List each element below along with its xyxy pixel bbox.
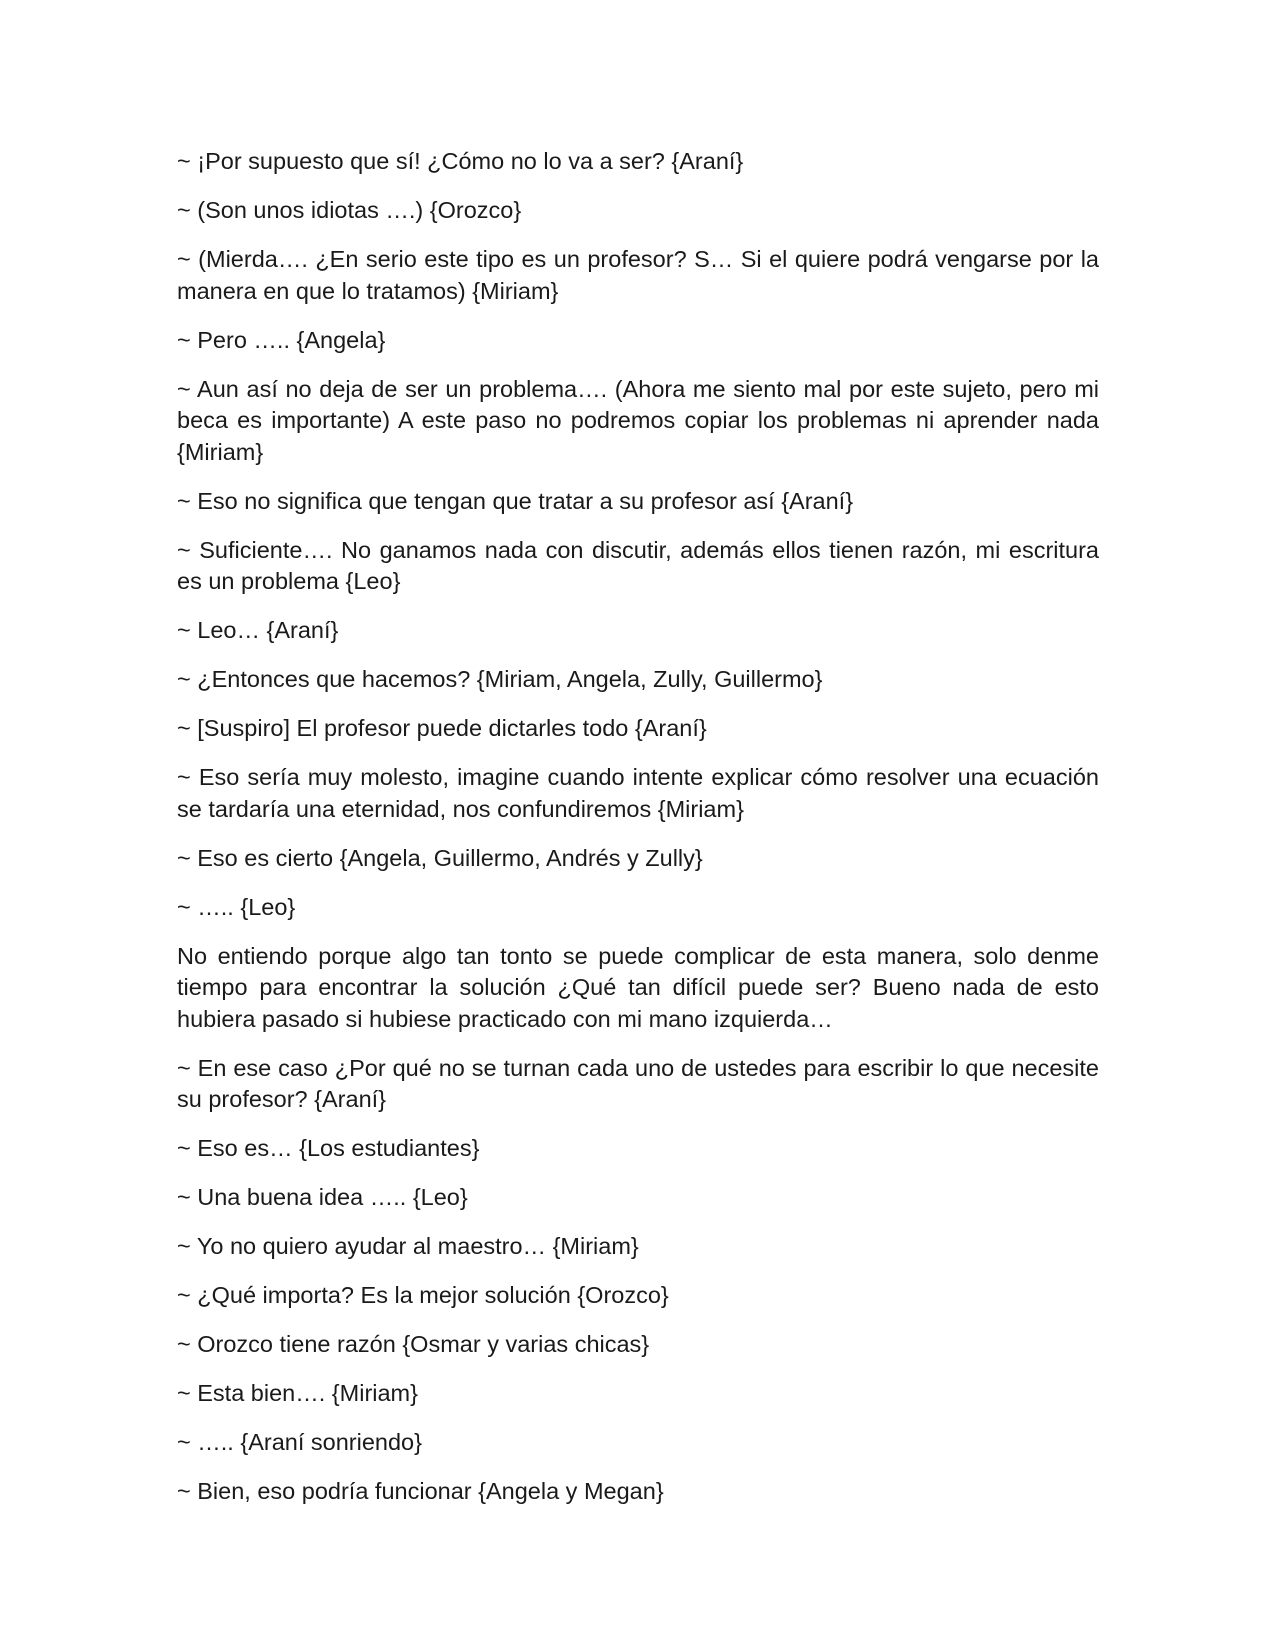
dialogue-line: ~ ….. {Leo}: [177, 893, 296, 920]
dialogue-line: ~ Suficiente…. No ganamos nada con discutir, además ellos tienen razón, mi escritura es un problema {Leo}: [177, 536, 1099, 594]
dialogue-line: ~ Orozco tiene razón {Osmar y varias chicas}: [177, 1331, 650, 1357]
dialogue-line: ~ ¿Entonces que hacemos? {Miriam, Angela, Zully, Guillermo}: [177, 666, 823, 692]
dialogue-line: ~ Una buena idea ….. {Leo}: [177, 1184, 468, 1210]
dialogue-line: ~ Pero ….. {Angela}: [177, 326, 386, 353]
dialogue-line: ~ Yo no quiero ayudar al maestro… {Miriam}: [177, 1233, 639, 1259]
dialogue-line: ~ Aun así no deja de ser un problema…. (Ahora me siento mal por este sujeto, pero mi beca es importante) A este paso no podremos copiar los problemas ni aprender nada {Miriam}: [177, 375, 1099, 465]
dialogue-line: ~ Eso sería muy molesto, imagine cuando intente explicar cómo resolver una ecuación se tardaría una eternidad, nos confundiremos {Miriam}: [177, 764, 1099, 822]
dialogue-line: ~ Bien, eso podría funcionar {Angela y Megan}: [177, 1478, 664, 1504]
narration-paragraph: No entiendo porque algo tan tonto se puede complicar de esta manera, solo denme tiempo para encontrar la solución ¿Qué tan difícil puede ser? Bueno nada de esto hubiera pasado si hubiese practicado con mi mano izquierda…: [177, 942, 1099, 1032]
dialogue-line: ~ ….. {Araní sonriendo}: [177, 1429, 422, 1455]
dialogue-line: ~ Eso es cierto {Angela, Guillermo, Andrés y Zully}: [177, 844, 703, 871]
dialogue-line: ~ [Suspiro] El profesor puede dictarles todo {Araní}: [177, 715, 707, 741]
document-page: [177, 146, 1099, 1525]
dialogue-line: ~ En ese caso ¿Por qué no se turnan cada uno de ustedes para escribir lo que necesite su profesor? {Araní}: [177, 1054, 1099, 1112]
dialogue-line: ~ Eso no significa que tengan que tratar a su profesor así {Araní}: [177, 487, 854, 514]
dialogue-line: ~ Esta bien…. {Miriam}: [177, 1380, 418, 1406]
dialogue-line: ~ (Son unos idiotas ….) {Orozco}: [177, 197, 522, 223]
dialogue-line: ~ Eso es… {Los estudiantes}: [177, 1135, 480, 1161]
dialogue-line: ~ ¿Qué importa? Es la mejor solución {Orozco}: [177, 1282, 669, 1308]
dialogue-line: ~ (Mierda…. ¿En serio este tipo es un profesor? S… Si el quiere podrá vengarse por la manera en que lo tratamos) {Miriam}: [177, 246, 1099, 304]
dialogue-line: ~ Leo… {Araní}: [177, 617, 339, 643]
dialogue-line: ~ ¡Por supuesto que sí! ¿Cómo no lo va a ser? {Araní}: [177, 148, 744, 174]
